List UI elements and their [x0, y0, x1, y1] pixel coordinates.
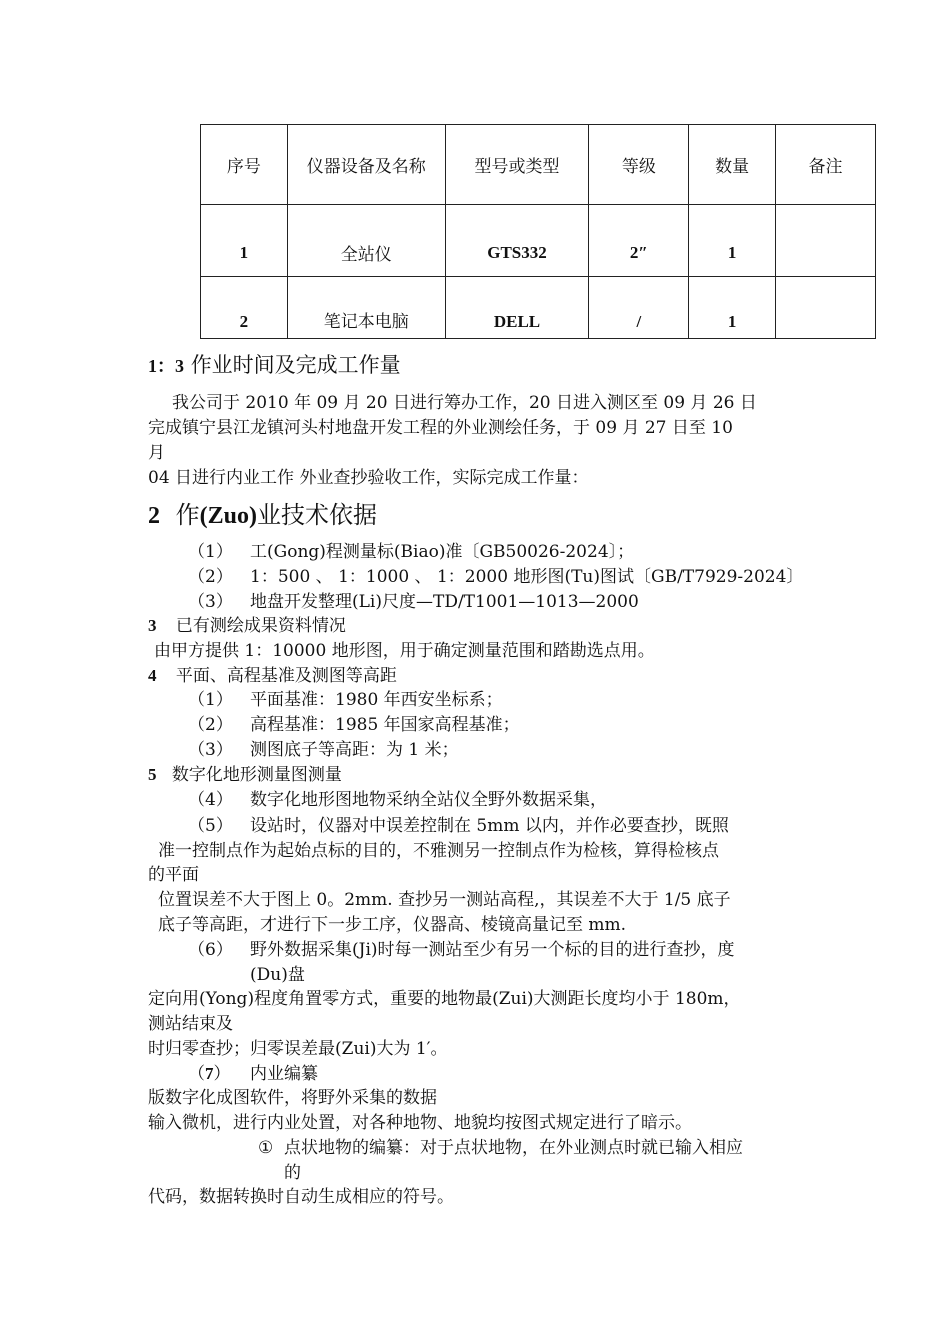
list-item-number: （3） [188, 592, 233, 612]
paragraph-line: 月 [148, 443, 165, 463]
section-4-heading [148, 665, 397, 687]
table-header-cell: 序号 [201, 125, 288, 205]
table-header-cell: 等级 [589, 125, 689, 205]
section-2-heading [148, 500, 377, 531]
paragraph-line: (Du)盘 [250, 965, 305, 985]
section-5-heading [148, 764, 342, 786]
section-title-part: 作 [175, 501, 200, 529]
paragraph-line: 位置误差不大于图上 0。2mm. 查抄另一测站高程,，其误差不大于 1/5 底子 [158, 890, 731, 910]
list-item-text: 点状地物的编纂：对于点状地物，在外业测点时就已输入相应 [284, 1138, 743, 1158]
paragraph-line: 时归零查抄；归零误差最(Zui)大为 1′。 [148, 1039, 448, 1059]
section-title: 已有测绘成果资料情况 [175, 616, 346, 636]
table-cell: DELL [445, 277, 589, 339]
paragraph-line: 定向用(Yong)程度角置零方式，重要的地物最(Zui)大测距长度均小于 180m， [148, 989, 741, 1009]
list-item-number: （3） [188, 740, 233, 760]
circled-marker: ① [258, 1138, 274, 1158]
table-row [201, 277, 876, 339]
section-title: 平面、高程基准及测图等高距 [175, 666, 397, 686]
table-cell [776, 205, 876, 277]
list-item-number: （2） [188, 567, 233, 587]
section-title: 数字化地形测量图测量 [171, 765, 342, 785]
list-item-text: 数字化地形图地物采纳全站仪全野外数据采集， [250, 790, 607, 810]
paragraph-line: 完成镇宁县江龙镇河头村地盘开发工程的外业测绘任务，于 09 月 27 日至 10 [148, 418, 733, 438]
paragraph-line: 版数字化成图软件，将野外采集的数据 [148, 1088, 437, 1108]
table-cell: 笔记本电脑 [287, 277, 445, 339]
table-header-cell: 数量 [689, 125, 776, 205]
list-item-number: （6） [188, 940, 233, 960]
section-number: 2 [148, 503, 160, 529]
paragraph-line: 底子等高距，才进行下一步工序，仪器高、棱镜高量记至 mm. [158, 915, 627, 935]
table-cell [776, 277, 876, 339]
list-item-number: （1） [188, 542, 233, 562]
section-number: 3 [148, 616, 157, 635]
section-title-part: 业技术依据 [256, 501, 377, 529]
table-cell: 全站仪 [287, 205, 445, 277]
list-item-text: 工(Gong)程测量标(Biao)准〔GB50026-2024〕； [250, 542, 635, 562]
list-item [188, 689, 503, 711]
list-item-number: 7 [205, 1064, 214, 1083]
section-1-3-heading [148, 352, 401, 379]
table-cell: / [589, 277, 689, 339]
list-item-number-close: ） [213, 1064, 231, 1084]
paragraph-line: 的平面 [148, 865, 199, 885]
list-item-text: 内业编纂 [250, 1064, 318, 1084]
table-header-cell: 型号或类型 [445, 125, 589, 205]
paragraph-line: 04 日进行内业工作 外业查抄验收工作，实际完成工作量： [148, 468, 589, 488]
section-number: 4 [148, 666, 157, 685]
table-cell: 2 [201, 277, 288, 339]
list-item [188, 939, 735, 961]
list-item [188, 566, 804, 588]
table-cell: 1 [201, 205, 288, 277]
list-item [258, 1137, 743, 1159]
table-header-cell: 备注 [776, 125, 876, 205]
list-item-number: （4） [188, 790, 233, 810]
list-item-number-open: （ [188, 1064, 205, 1084]
paragraph-line: 测站结束及 [148, 1014, 233, 1034]
list-item-text: 高程基准：1985 年国家高程基准； [250, 715, 520, 735]
table-cell: 1 [689, 277, 776, 339]
table-header-row [201, 125, 876, 205]
paragraph-line: 准一控制点作为起始点标的目的，不雅测另一控制点作为检核，算得检核点 [158, 841, 719, 861]
paragraph-line: 由甲方提供 1：10000 地形图，用于确定测量范围和踏勘选点用。 [154, 641, 655, 661]
list-item-text: 1：500 、 1：1000 、 1：2000 地形图(Tu)图试〔GB/T7929-2024〕 [250, 567, 804, 587]
list-item-text: 设站时，仪器对中误差控制在 5mm 以内，并作必要查抄，既照 [250, 816, 729, 836]
list-item-text: 平面基准：1980 年西安坐标系； [250, 690, 503, 710]
section-title-part: (Zuo) [199, 503, 257, 529]
paragraph-line: 输入微机，进行内业处置，对各种地物、地貌均按图式规定进行了暗示。 [148, 1113, 692, 1133]
list-item [188, 739, 459, 761]
paragraph-line: 代码，数据转换时自动生成相应的符号。 [148, 1187, 454, 1207]
list-item-number: （2） [188, 715, 233, 735]
table-cell: 2″ [589, 205, 689, 277]
section-number: 5 [148, 765, 157, 784]
list-item [188, 714, 520, 736]
section-number: 1：3 [148, 356, 184, 376]
list-item [188, 1063, 318, 1085]
table-header-cell: 仪器设备及名称 [287, 125, 445, 205]
paragraph-line: 的 [284, 1163, 301, 1183]
list-item [188, 815, 729, 837]
table-row [201, 205, 876, 277]
list-item [188, 789, 607, 811]
equipment-table [200, 124, 876, 339]
table-cell: 1 [689, 205, 776, 277]
paragraph-line: 我公司于 2010 年 09 月 20 日进行筹办工作，20 日进入测区至 09 月 26 日 [172, 393, 757, 413]
list-item-text: 野外数据采集(Ji)时每一测站至少有另一个标的目的进行查抄，度 [250, 940, 735, 960]
table-cell: GTS332 [445, 205, 589, 277]
list-item [188, 591, 639, 613]
list-item-number: （5） [188, 816, 233, 836]
section-title: 作业时间及完成工作量 [190, 353, 401, 377]
section-3-heading [148, 615, 346, 637]
list-item-text: 测图底子等高距：为 1 米； [250, 740, 459, 760]
list-item-text: 地盘开发整理(Li)尺度—TD/T1001—1013—2000 [250, 592, 639, 612]
list-item-number: （1） [188, 690, 233, 710]
list-item [188, 541, 635, 563]
